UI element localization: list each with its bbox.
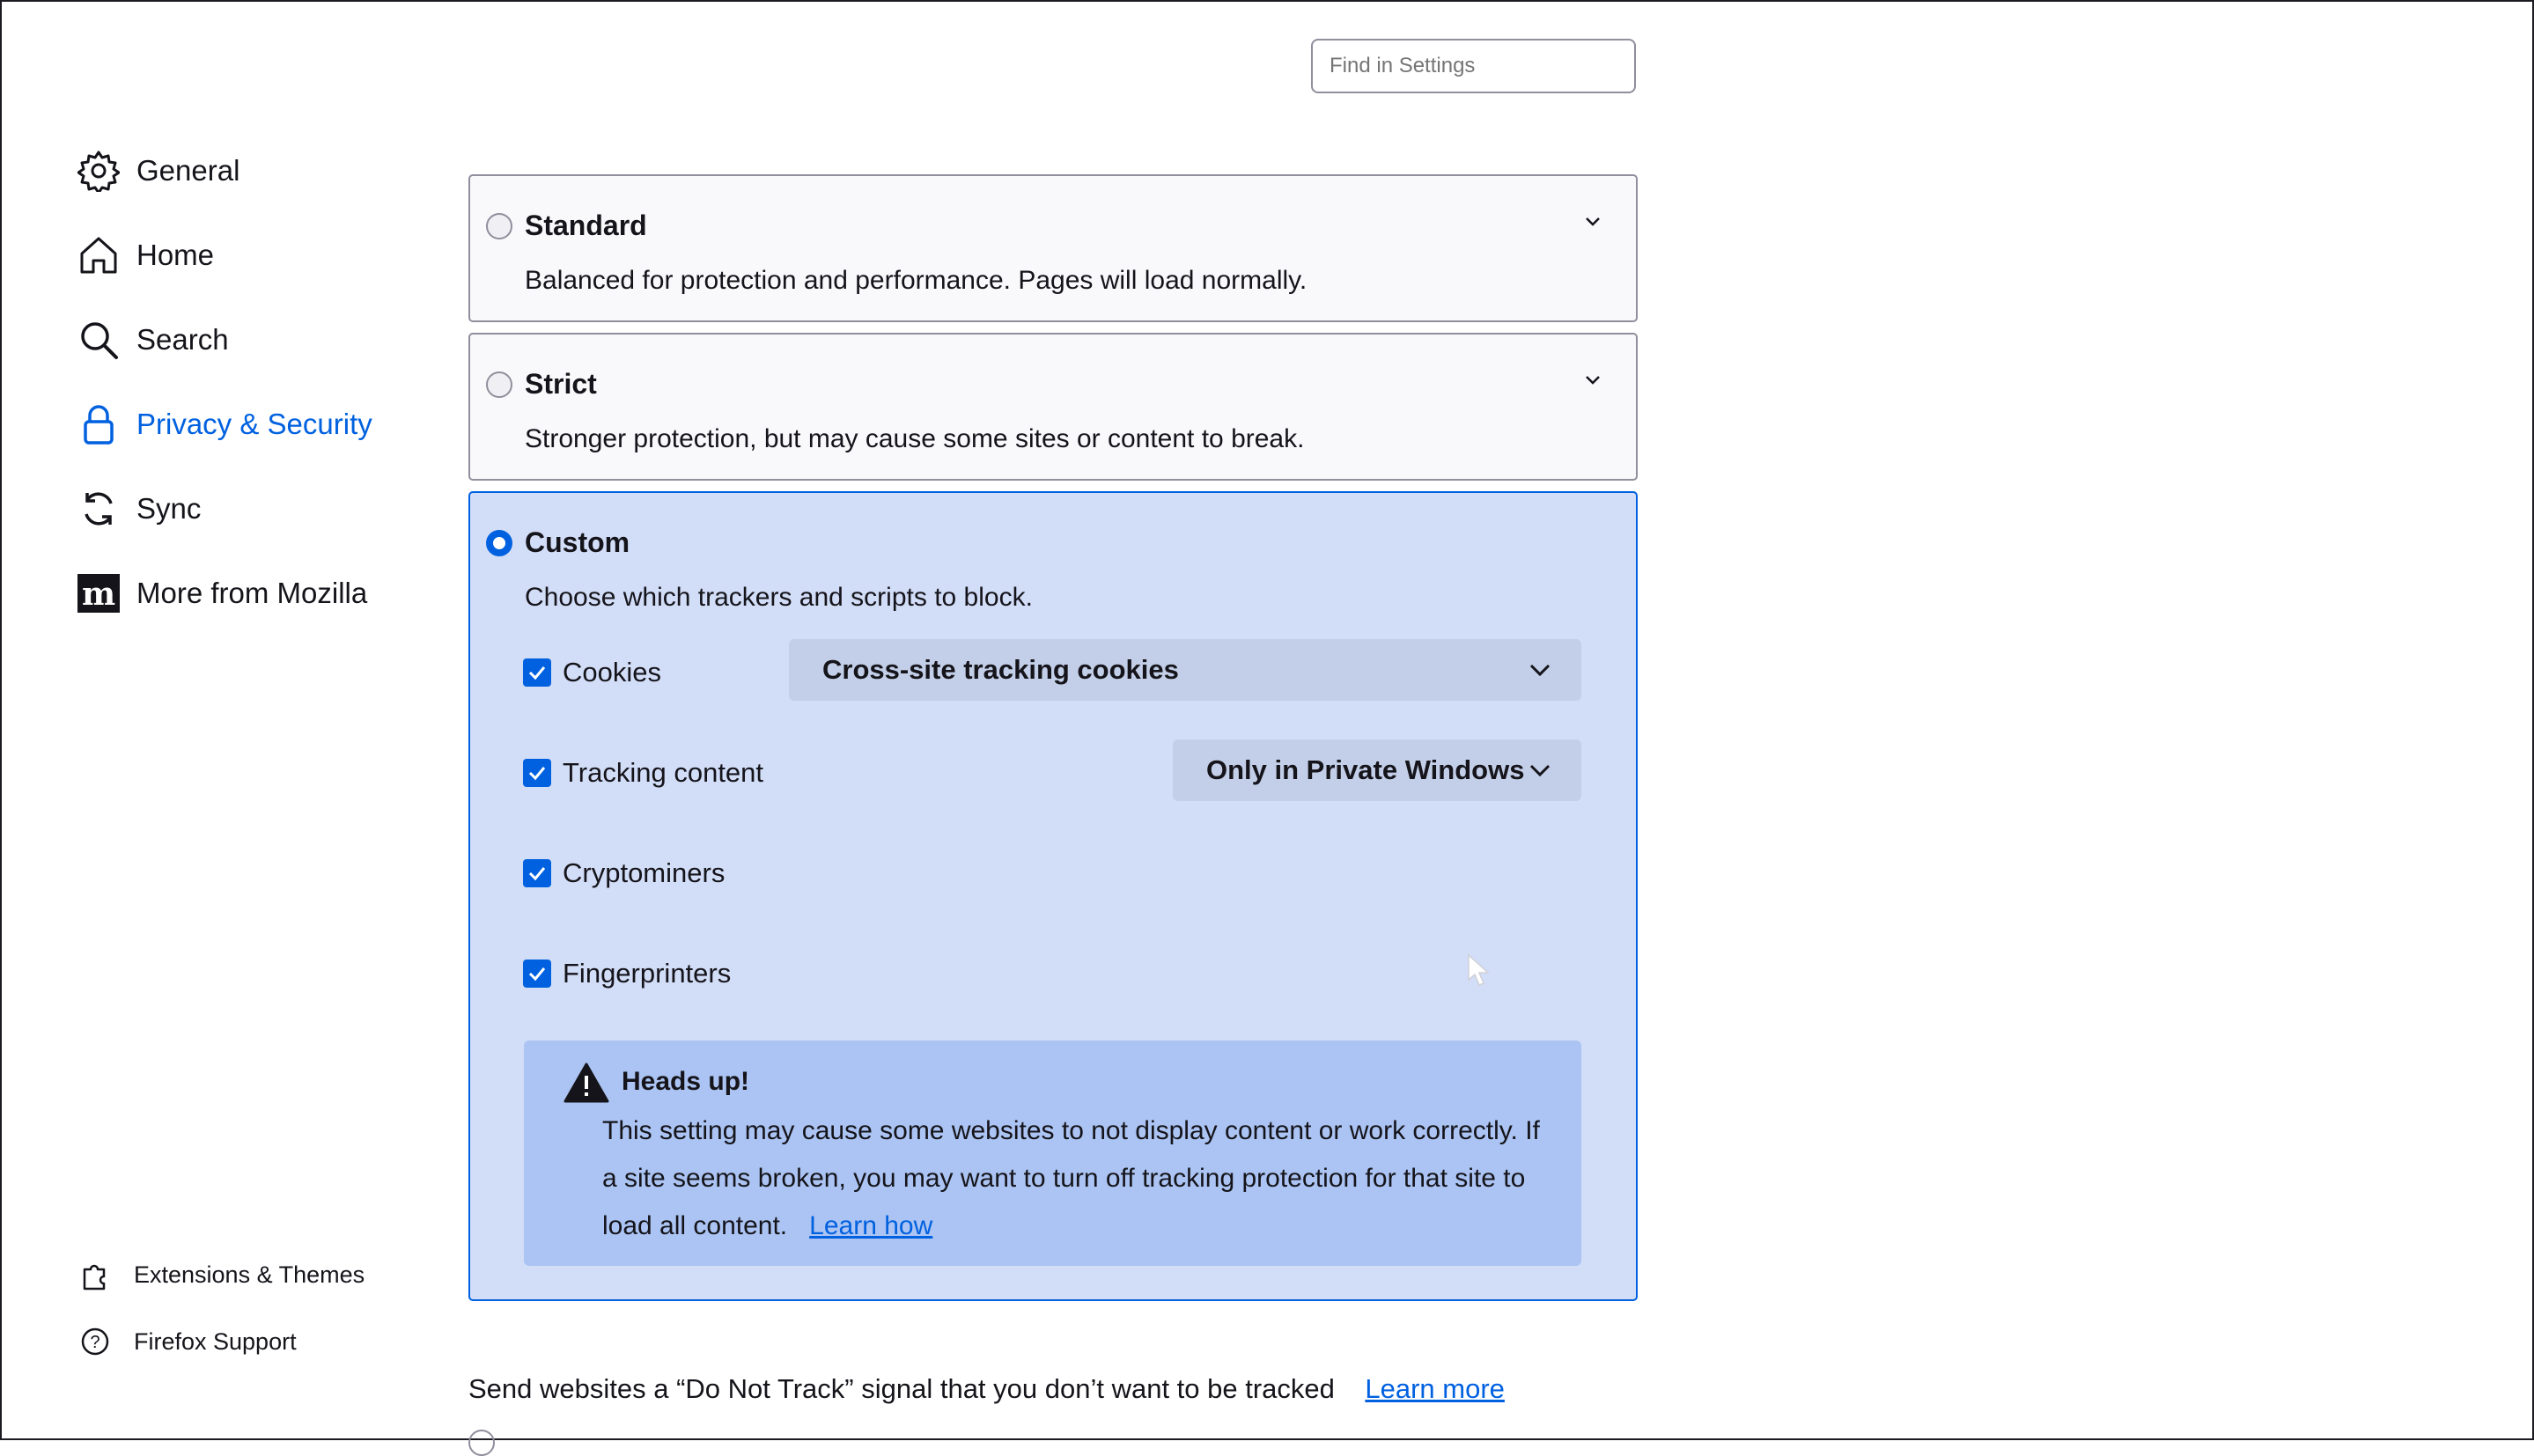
learn-more-link[interactable]: Learn more	[1365, 1373, 1505, 1404]
home-icon	[76, 232, 122, 278]
sidebar-footer-label: Extensions & Themes	[134, 1261, 365, 1288]
dnt-radio-partial[interactable]	[468, 1430, 495, 1456]
option-label: Fingerprinters	[563, 958, 732, 989]
sidebar-item-label: More from Mozilla	[136, 577, 368, 609]
sidebar-item-sync[interactable]	[76, 482, 201, 535]
card-description: Stronger protection, but may cause some sites or content to break.	[525, 424, 1305, 453]
sidebar-item-label: Home	[136, 239, 215, 271]
option-label: Tracking content	[563, 757, 764, 788]
cookies-dropdown[interactable]	[789, 639, 1581, 701]
warning-text	[602, 1107, 1553, 1250]
chevron-down-icon	[1529, 660, 1551, 680]
card-title: Standard	[525, 210, 647, 241]
sidebar-item-label: Privacy & Security	[136, 408, 372, 440]
checkbox-checked-icon[interactable]	[523, 960, 551, 988]
option-label: Cookies	[563, 657, 661, 688]
cookies-checkbox-row[interactable]	[523, 655, 661, 690]
sidebar-firefox-support[interactable]	[77, 1322, 297, 1361]
dropdown-value: Only in Private Windows	[1206, 754, 1525, 785]
fingerprinters-checkbox-row[interactable]	[523, 956, 731, 991]
sync-icon	[76, 486, 122, 532]
find-in-settings-input[interactable]	[1311, 39, 1636, 93]
sidebar-item-label: Sync	[136, 492, 202, 525]
dnt-text: Send websites a “Do Not Track” signal that you don’t want to be tracked	[468, 1373, 1335, 1404]
card-description: Choose which trackers and scripts to block.	[525, 583, 1033, 612]
sidebar-item-label: General	[136, 154, 240, 187]
sidebar-item-more-from-mozilla[interactable]	[76, 567, 367, 620]
warning-icon	[563, 1062, 610, 1104]
heads-up-warning	[524, 1041, 1581, 1266]
gear-icon	[76, 148, 122, 194]
tracking-content-checkbox-row[interactable]	[523, 755, 763, 791]
strict-protection-card[interactable]	[468, 333, 1638, 481]
sidebar-item-label: Search	[136, 323, 229, 356]
help-circle-icon	[77, 1324, 113, 1359]
sidebar-item-privacy-security[interactable]	[76, 398, 372, 451]
standard-radio[interactable]	[486, 213, 512, 239]
standard-protection-card[interactable]	[468, 174, 1638, 322]
chevron-down-icon	[1529, 761, 1551, 780]
chevron-down-icon[interactable]	[1583, 370, 1602, 389]
learn-how-link[interactable]: Learn how	[809, 1211, 933, 1240]
warning-title: Heads up!	[622, 1067, 750, 1096]
cryptominers-checkbox-row[interactable]	[523, 856, 725, 891]
card-title: Custom	[525, 526, 630, 558]
sidebar-item-general[interactable]	[76, 144, 239, 197]
puzzle-icon	[77, 1257, 113, 1292]
strict-radio[interactable]	[486, 371, 512, 398]
search-icon	[76, 317, 122, 363]
custom-radio[interactable]	[486, 530, 512, 556]
lock-icon	[76, 401, 122, 447]
sidebar-footer-label: Firefox Support	[134, 1327, 297, 1355]
svg-text:?: ?	[90, 1333, 100, 1352]
sidebar-extensions-themes[interactable]	[77, 1255, 365, 1294]
option-label: Cryptominers	[563, 857, 726, 888]
sidebar-item-search[interactable]	[76, 313, 229, 366]
mozilla-logo-icon	[76, 570, 122, 616]
card-title: Strict	[525, 368, 597, 400]
checkbox-checked-icon[interactable]	[523, 658, 551, 687]
checkbox-checked-icon[interactable]	[523, 859, 551, 887]
sidebar-item-home[interactable]	[76, 229, 214, 282]
card-description: Balanced for protection and performance. Pages will load normally.	[525, 266, 1308, 295]
chevron-down-icon[interactable]	[1583, 211, 1602, 231]
tracking-content-dropdown[interactable]	[1173, 739, 1581, 801]
do-not-track-row	[468, 1373, 1505, 1405]
mouse-cursor-icon	[1467, 953, 1493, 989]
warning-body: This setting may cause some websites to not display content or work correctly. If a site seems broken, you may want to turn off tracking protection for that site to load all content.	[602, 1116, 1540, 1240]
dropdown-value: Cross-site tracking cookies	[822, 654, 1179, 685]
checkbox-checked-icon[interactable]	[523, 759, 551, 787]
svg-text:m: m	[81, 576, 116, 613]
